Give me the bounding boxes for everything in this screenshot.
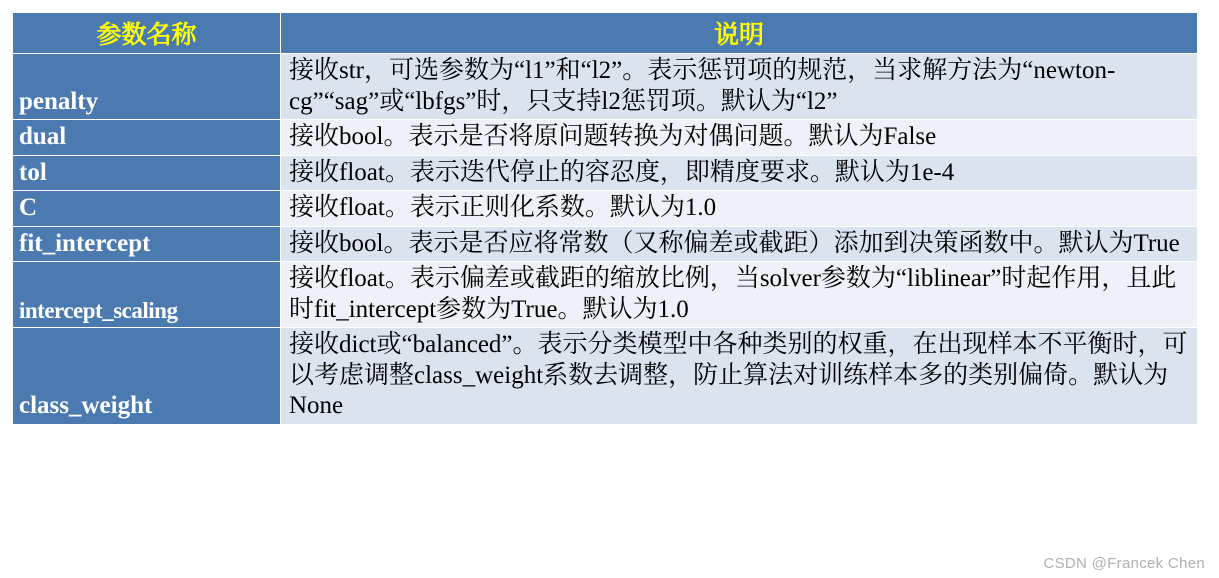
column-header-parameter-name: 参数名称 bbox=[13, 13, 281, 54]
parameter-description-cell: 接收str，可选参数为“l1”和“l2”。表示惩罚项的规范，当求解方法为“newton-cg”“sag”或“lbfgs”时，只支持l2惩罚项。默认为“l2” bbox=[281, 54, 1198, 120]
top-margin bbox=[0, 0, 1219, 12]
parameter-name-cell: intercept_scaling bbox=[13, 262, 281, 328]
parameter-description-cell: 接收bool。表示是否应将常数（又称偏差或截距）添加到决策函数中。默认为True bbox=[281, 226, 1198, 262]
table-row bbox=[13, 262, 1198, 328]
parameter-table bbox=[12, 12, 1198, 425]
table-row bbox=[13, 328, 1198, 425]
parameter-description-cell: 接收float。表示迭代停止的容忍度，即精度要求。默认为1e-4 bbox=[281, 155, 1198, 191]
parameter-table-container bbox=[12, 12, 1198, 425]
table-row bbox=[13, 191, 1198, 227]
parameter-name-cell: tol bbox=[13, 155, 281, 191]
parameter-name-cell: dual bbox=[13, 120, 281, 156]
table-header-row bbox=[13, 13, 1198, 54]
parameter-description-cell: 接收float。表示偏差或截距的缩放比例，当solver参数为“liblinear”时起作用，且此时fit_intercept参数为True。默认为1.0 bbox=[281, 262, 1198, 328]
parameter-name-cell: fit_intercept bbox=[13, 226, 281, 262]
table-row bbox=[13, 226, 1198, 262]
table-row bbox=[13, 54, 1198, 120]
watermark-text: CSDN @Francek Chen bbox=[1043, 555, 1205, 572]
parameter-name-cell: penalty bbox=[13, 54, 281, 120]
column-header-description: 说明 bbox=[281, 13, 1198, 54]
parameter-description-cell: 接收float。表示正则化系数。默认为1.0 bbox=[281, 191, 1198, 227]
parameter-name-cell: C bbox=[13, 191, 281, 227]
table-row bbox=[13, 120, 1198, 156]
parameter-description-cell: 接收bool。表示是否将原问题转换为对偶问题。默认为False bbox=[281, 120, 1198, 156]
parameter-name-cell: class_weight bbox=[13, 328, 281, 425]
table-body bbox=[13, 54, 1198, 425]
table-row bbox=[13, 155, 1198, 191]
parameter-description-cell: 接收dict或“balanced”。表示分类模型中各种类别的权重，在出现样本不平衡时，可以考虑调整class_weight系数去调整，防止算法对训练样本多的类别偏倚。默认为None bbox=[281, 328, 1198, 425]
table-header bbox=[13, 13, 1198, 54]
